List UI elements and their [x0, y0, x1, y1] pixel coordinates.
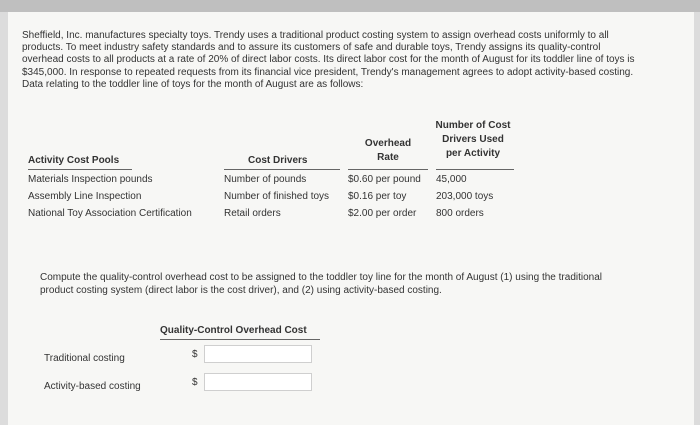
row-cost-pool: Assembly Line Inspection — [28, 191, 142, 202]
row-overhead-rate: $2.00 per order — [348, 208, 417, 219]
header-drivers-used — [428, 119, 518, 161]
header-drivers-used-line1: Number of Cost — [435, 120, 511, 131]
question-text — [40, 272, 680, 297]
traditional-costing-input[interactable] — [204, 345, 312, 363]
header-overhead-rate-line2: Rate — [377, 152, 399, 163]
question-line: Compute the quality-control overhead cost to be assigned to the toddler toy line for the month of August (1) using the traditional — [40, 272, 603, 283]
header-activity-cost-pools: Activity Cost Pools — [28, 155, 120, 166]
row-overhead-rate: $0.16 per toy — [348, 191, 407, 202]
row-drivers-used: 203,000 toys — [436, 191, 494, 202]
answer-header: Quality-Control Overhead Cost — [160, 325, 307, 336]
header-overhead-rate-line1: Overhead — [364, 138, 412, 149]
header-underline — [436, 169, 514, 170]
row-cost-pool: Materials Inspection pounds — [28, 174, 153, 185]
header-drivers-used-line3: per Activity — [445, 148, 501, 159]
top-strip — [0, 0, 700, 12]
intro-line: Data relating to the toddler line of toys for the month of August are as follows: — [22, 78, 364, 90]
header-drivers-used-line2: Drivers Used — [442, 134, 504, 145]
intro-line: $345,000. In response to repeated requests from its financial vice president, Trendy's management agrees to adopt activity-based costing. — [22, 66, 634, 78]
row-drivers-used: 45,000 — [436, 174, 467, 185]
row-cost-pool: National Toy Association Certification — [28, 208, 192, 219]
header-underline — [28, 169, 132, 170]
row-cost-driver: Number of pounds — [224, 174, 307, 185]
activity-based-costing-label: Activity-based costing — [44, 381, 141, 392]
intro-line: products. To meet industry safety standards and to assure its customers of safe and durable toys, Trendy assigns its quality-control — [22, 42, 601, 54]
header-cost-drivers: Cost Drivers — [248, 155, 308, 166]
problem-statement — [22, 30, 682, 91]
question-line: product costing system (direct labor is the cost driver), and (2) using activity-based costing. — [40, 284, 442, 296]
intro-line: overhead costs to all products at a rate of 20% of direct labor costs. Its direct labor cost for the month of August for its toddler line of toys is — [22, 54, 635, 66]
currency-symbol: $ — [192, 349, 198, 360]
activity-based-costing-input[interactable] — [204, 373, 312, 391]
row-cost-driver: Retail orders — [224, 208, 281, 219]
answer-header-underline — [160, 339, 320, 340]
row-overhead-rate: $0.60 per pound — [348, 174, 421, 185]
row-drivers-used: 800 orders — [436, 208, 484, 219]
traditional-costing-label: Traditional costing — [44, 353, 125, 364]
header-underline — [224, 169, 340, 170]
row-cost-driver: Number of finished toys — [224, 191, 330, 202]
intro-line: Sheffield, Inc. manufactures specialty toys. Trendy uses a traditional product costing system to assign overhead costs uniformly to all — [22, 30, 609, 41]
problem-panel — [8, 12, 694, 425]
header-underline — [348, 169, 428, 170]
header-overhead-rate — [348, 137, 428, 165]
currency-symbol: $ — [192, 377, 198, 388]
